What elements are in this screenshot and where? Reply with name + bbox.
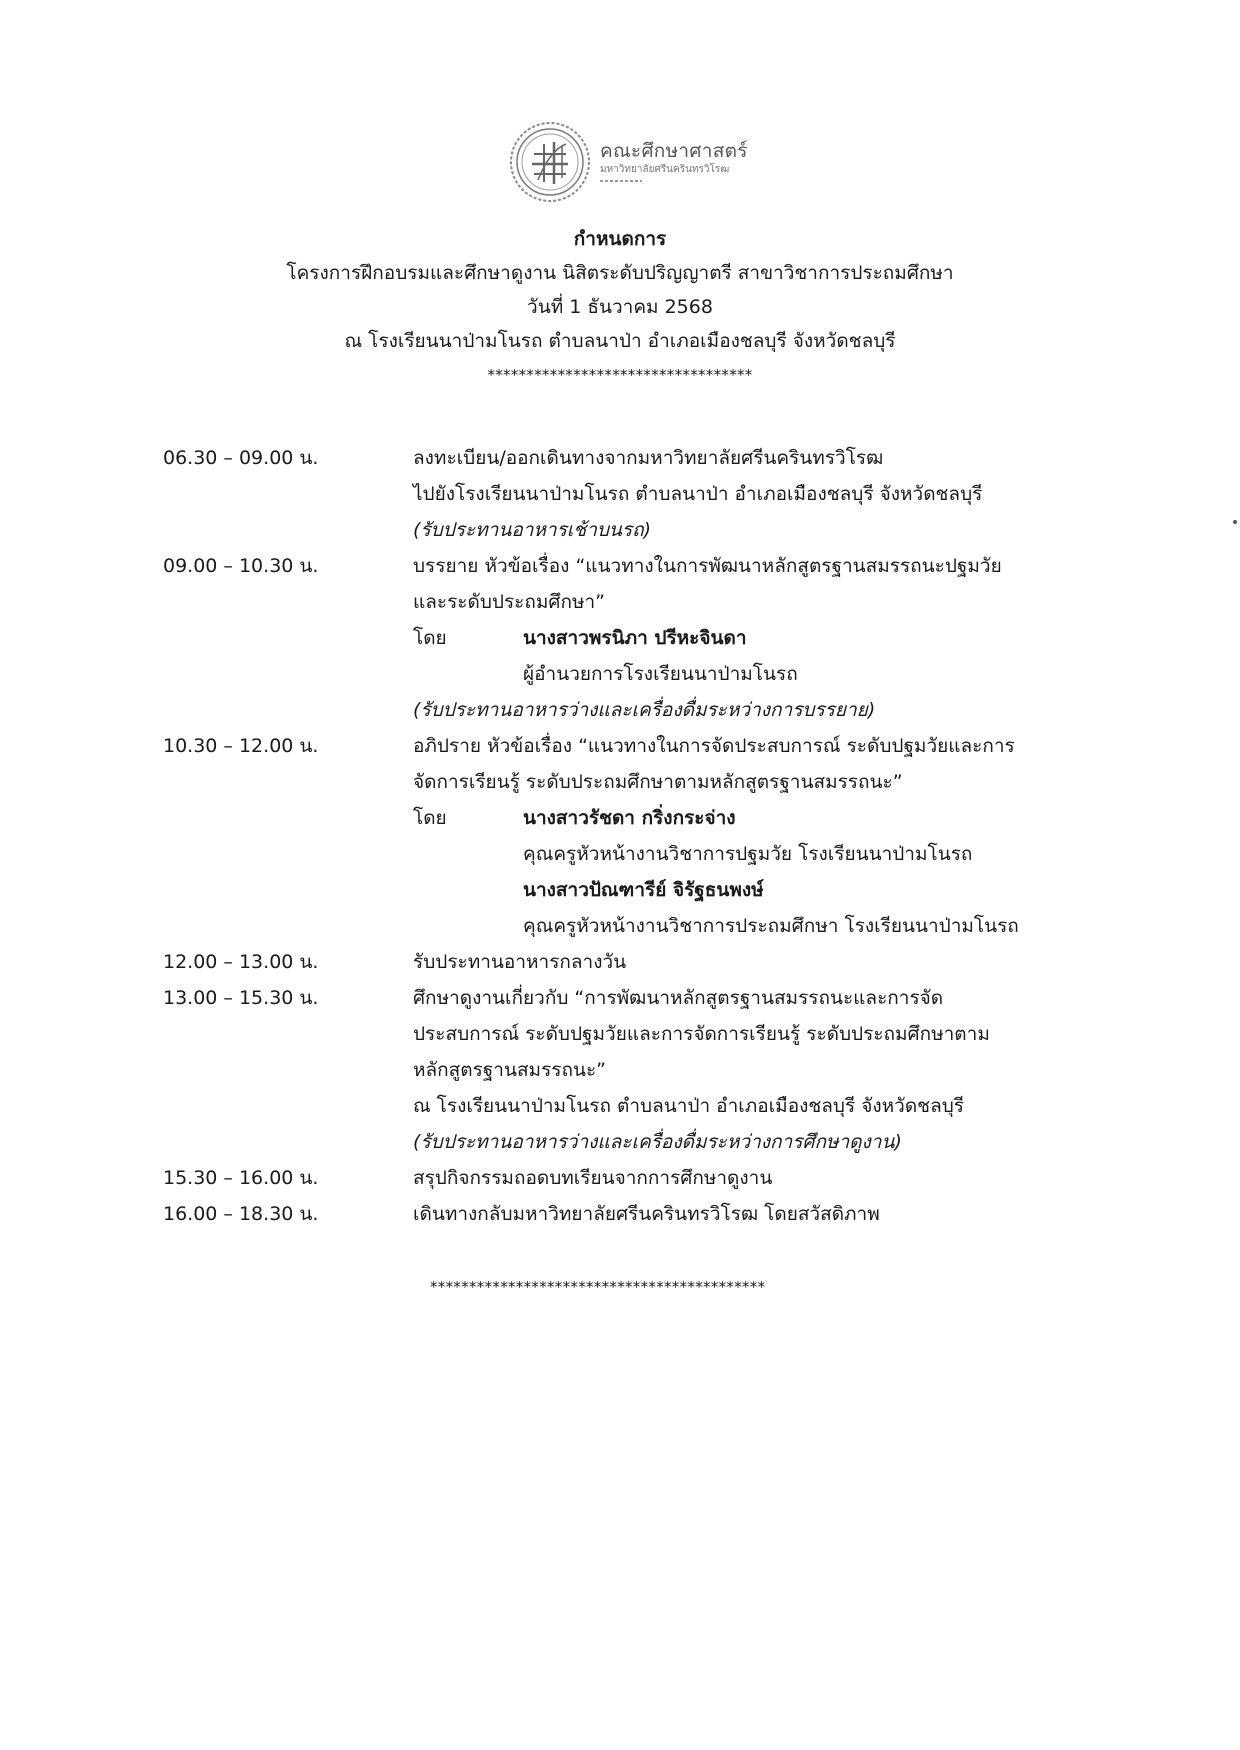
schedule-list [163,440,1093,1232]
activity-line: สรุปกิจกรรมถอดบทเรียนจากการศึกษาดูงาน [413,1167,773,1189]
header-divider: ********************************** [487,366,753,384]
speaker-name: นางสาวพรนิภา ปรีหะจินดา [523,627,747,649]
schedule-details [413,1160,1093,1196]
activity-line: ณ โรงเรียนนาป่ามโนรถ ตำบลนาป่า อำเภอเมืองชลบุรี จังหวัดชลบุรี [413,1095,964,1117]
document-header [160,222,1080,392]
schedule-item [163,548,1093,728]
activity-line: และระดับประถมศึกษา” [413,591,606,613]
schedule-time: 13.00 – 15.30 น. [163,987,319,1009]
schedule-time: 15.30 – 16.00 น. [163,1167,319,1189]
activity-line: ประสบการณ์ ระดับปฐมวัยและการจัดการเรียนรู้ ระดับประถมศึกษาตาม [413,1023,990,1045]
speaker-row [413,620,1093,656]
document-title: กำหนดการ [573,228,667,250]
faculty-seal-icon [508,120,592,204]
logo-divider [600,180,642,182]
activity-note: (รับประทานอาหารเช้าบนรถ) [413,519,652,541]
speaker-row [413,800,1093,836]
speaker-role: คุณครูหัวหน้างานวิชาการปฐมวัย โรงเรียนนาป่ามโนรถ [523,843,973,865]
project-title: โครงการฝึกอบรมและศึกษาดูงาน นิสิตระดับปริญญาตรี สาขาวิชาการประถมศึกษา [286,262,954,284]
logo-title: คณะศึกษาศาสตร์ [600,140,748,162]
speaker-name: นางสาวรัชดา กริ่งกระจ่าง [523,807,736,829]
activity-line: อภิปราย หัวข้อเรื่อง “แนวทางในการจัดประสบการณ์ ระดับปฐมวัยและการ [413,735,1015,757]
activity-note: (รับประทานอาหารว่างและเครื่องดื่มระหว่างการบรรยาย) [413,699,876,721]
schedule-time: 09.00 – 10.30 น. [163,555,319,577]
schedule-item [163,980,1093,1160]
speaker-name: นางสาวปัณฑารีย์ จิรัฐธนพงษ์ [523,879,764,901]
activity-line: รับประทานอาหารกลางวัน [413,951,627,973]
speaker-role: ผู้อำนวยการโรงเรียนนาป่ามโนรถ [523,663,798,685]
activity-line: หลักสูตรฐานสมรรถนะ” [413,1059,607,1081]
schedule-time: 10.30 – 12.00 น. [163,735,319,757]
schedule-time: 06.30 – 09.00 น. [163,447,319,469]
schedule-item [163,728,1093,944]
schedule-time: 12.00 – 13.00 น. [163,951,319,973]
schedule-item [163,1196,1093,1232]
activity-line: จัดการเรียนรู้ ระดับประถมศึกษาตามหลักสูตรฐานสมรรถนะ” [413,771,903,793]
schedule-item [163,440,1093,548]
schedule-item [163,944,1093,980]
schedule-details [413,548,1093,728]
by-label: โดย [413,627,447,649]
schedule-details [413,944,1093,980]
schedule-item [163,1160,1093,1196]
schedule-details [413,1196,1093,1232]
activity-line: ศึกษาดูงานเกี่ยวกับ “การพัฒนาหลักสูตรฐานสมรรถนะและการจัด [413,987,944,1009]
by-label: โดย [413,807,447,829]
faculty-logo [508,120,788,210]
event-venue: ณ โรงเรียนนาป่ามโนรถ ตำบลนาป่า อำเภอเมืองชลบุรี จังหวัดชลบุรี [344,330,896,352]
schedule-details [413,728,1093,944]
activity-line: ลงทะเบียน/ออกเดินทางจากมหาวิทยาลัยศรีนครินทรวิโรฒ [413,447,884,469]
activity-line: เดินทางกลับมหาวิทยาลัยศรีนครินทรวิโรฒ โดยสวัสดิภาพ [413,1203,880,1225]
speaker-role: คุณครูหัวหน้างานวิชาการประถมศึกษา โรงเรียนนาป่ามโนรถ [523,915,1019,937]
schedule-time: 16.00 – 18.30 น. [163,1203,319,1225]
activity-line: ไปยังโรงเรียนนาป่ามโนรถ ตำบลนาป่า อำเภอเมืองชลบุรี จังหวัดชลบุรี [413,483,983,505]
activity-note: (รับประทานอาหารว่างและเครื่องดื่มระหว่างการศึกษาดูงาน) [413,1131,902,1153]
schedule-details [413,980,1093,1160]
schedule-details [413,440,1093,548]
event-date: วันที่ 1 ธันวาคม 2568 [527,296,713,318]
footer-divider: ******************************************* [430,1278,766,1296]
activity-line: บรรยาย หัวข้อเรื่อง “แนวทางในการพัฒนาหลักสูตรฐานสมรรถนะปฐมวัย [413,555,1002,577]
logo-subtitle: มหาวิทยาลัยศรีนครินทรวิโรฒ [600,164,730,175]
scan-speck [1233,520,1237,524]
